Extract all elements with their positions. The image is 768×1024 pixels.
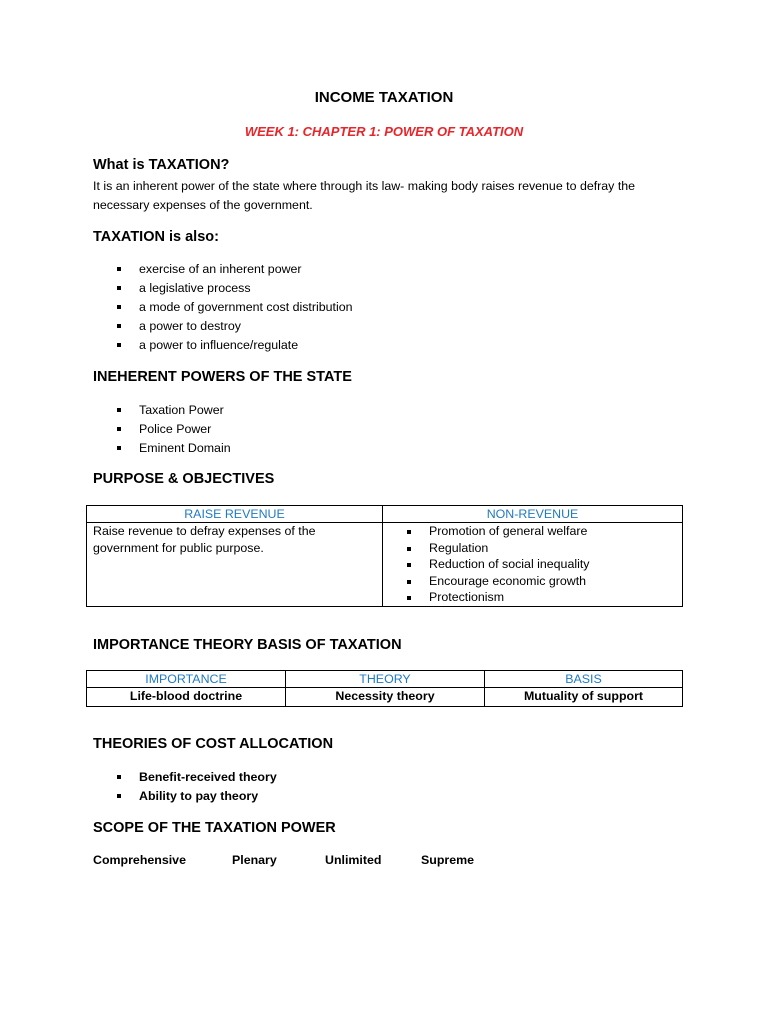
purpose-header-raise-revenue: RAISE REVENUE <box>87 506 383 523</box>
heading-cost-allocation: THEORIES OF COST ALLOCATION <box>93 736 334 752</box>
theory-header: THEORY <box>286 671 485 688</box>
list-item: Police Power <box>117 420 231 439</box>
taxation-also-list <box>117 260 353 355</box>
document-subtitle: WEEK 1: CHAPTER 1: POWER OF TAXATION <box>244 124 524 139</box>
taxation-definition: It is an inherent power of the state where through its law- making body raises revenue to defray the necessary expenses of the government. <box>93 179 636 212</box>
purpose-table <box>86 505 683 607</box>
list-item: Encourage economic growth <box>407 573 676 590</box>
purpose-header-non-revenue: NON-REVENUE <box>383 506 683 523</box>
list-item: Eminent Domain <box>117 439 231 458</box>
scope-item-unlimited: Unlimited <box>325 853 382 867</box>
heading-inherent-powers: INEHERENT POWERS OF THE STATE <box>93 369 352 385</box>
non-revenue-list <box>389 523 676 606</box>
list-item: Ability to pay theory <box>117 787 277 806</box>
list-item: exercise of an inherent power <box>117 260 353 279</box>
importance-table <box>86 670 683 707</box>
scope-item-plenary: Plenary <box>232 853 277 867</box>
inherent-powers-list <box>117 401 231 458</box>
list-item: Taxation Power <box>117 401 231 420</box>
list-item: a legislative process <box>117 279 353 298</box>
heading-purpose-objectives: PURPOSE & OBJECTIVES <box>93 471 275 487</box>
list-item: a power to destroy <box>117 317 353 336</box>
raise-revenue-cell: Raise revenue to defray expenses of the government for public purpose. <box>87 523 383 607</box>
list-item: Protectionism <box>407 589 676 606</box>
list-item: Promotion of general welfare <box>407 523 676 540</box>
scope-item-comprehensive: Comprehensive <box>93 853 186 867</box>
heading-what-is-taxation: What is TAXATION? <box>93 157 230 173</box>
heading-importance-theory-basis: IMPORTANCE THEORY BASIS OF TAXATION <box>93 637 402 653</box>
heading-taxation-also: TAXATION is also: <box>93 229 219 245</box>
list-item: Reduction of social inequality <box>407 556 676 573</box>
basis-value: Mutuality of support <box>485 688 683 707</box>
heading-scope-taxation-power: SCOPE OF THE TAXATION POWER <box>93 820 336 836</box>
importance-header: IMPORTANCE <box>87 671 286 688</box>
list-item: a mode of government cost distribution <box>117 298 353 317</box>
list-item: Regulation <box>407 540 676 557</box>
cost-allocation-list <box>117 768 277 806</box>
non-revenue-cell <box>383 523 683 607</box>
importance-value: Life-blood doctrine <box>87 688 286 707</box>
basis-header: BASIS <box>485 671 683 688</box>
list-item: a power to influence/regulate <box>117 336 353 355</box>
theory-value: Necessity theory <box>286 688 485 707</box>
list-item: Benefit-received theory <box>117 768 277 787</box>
scope-item-supreme: Supreme <box>421 853 475 867</box>
document-title: INCOME TAXATION <box>314 89 454 106</box>
